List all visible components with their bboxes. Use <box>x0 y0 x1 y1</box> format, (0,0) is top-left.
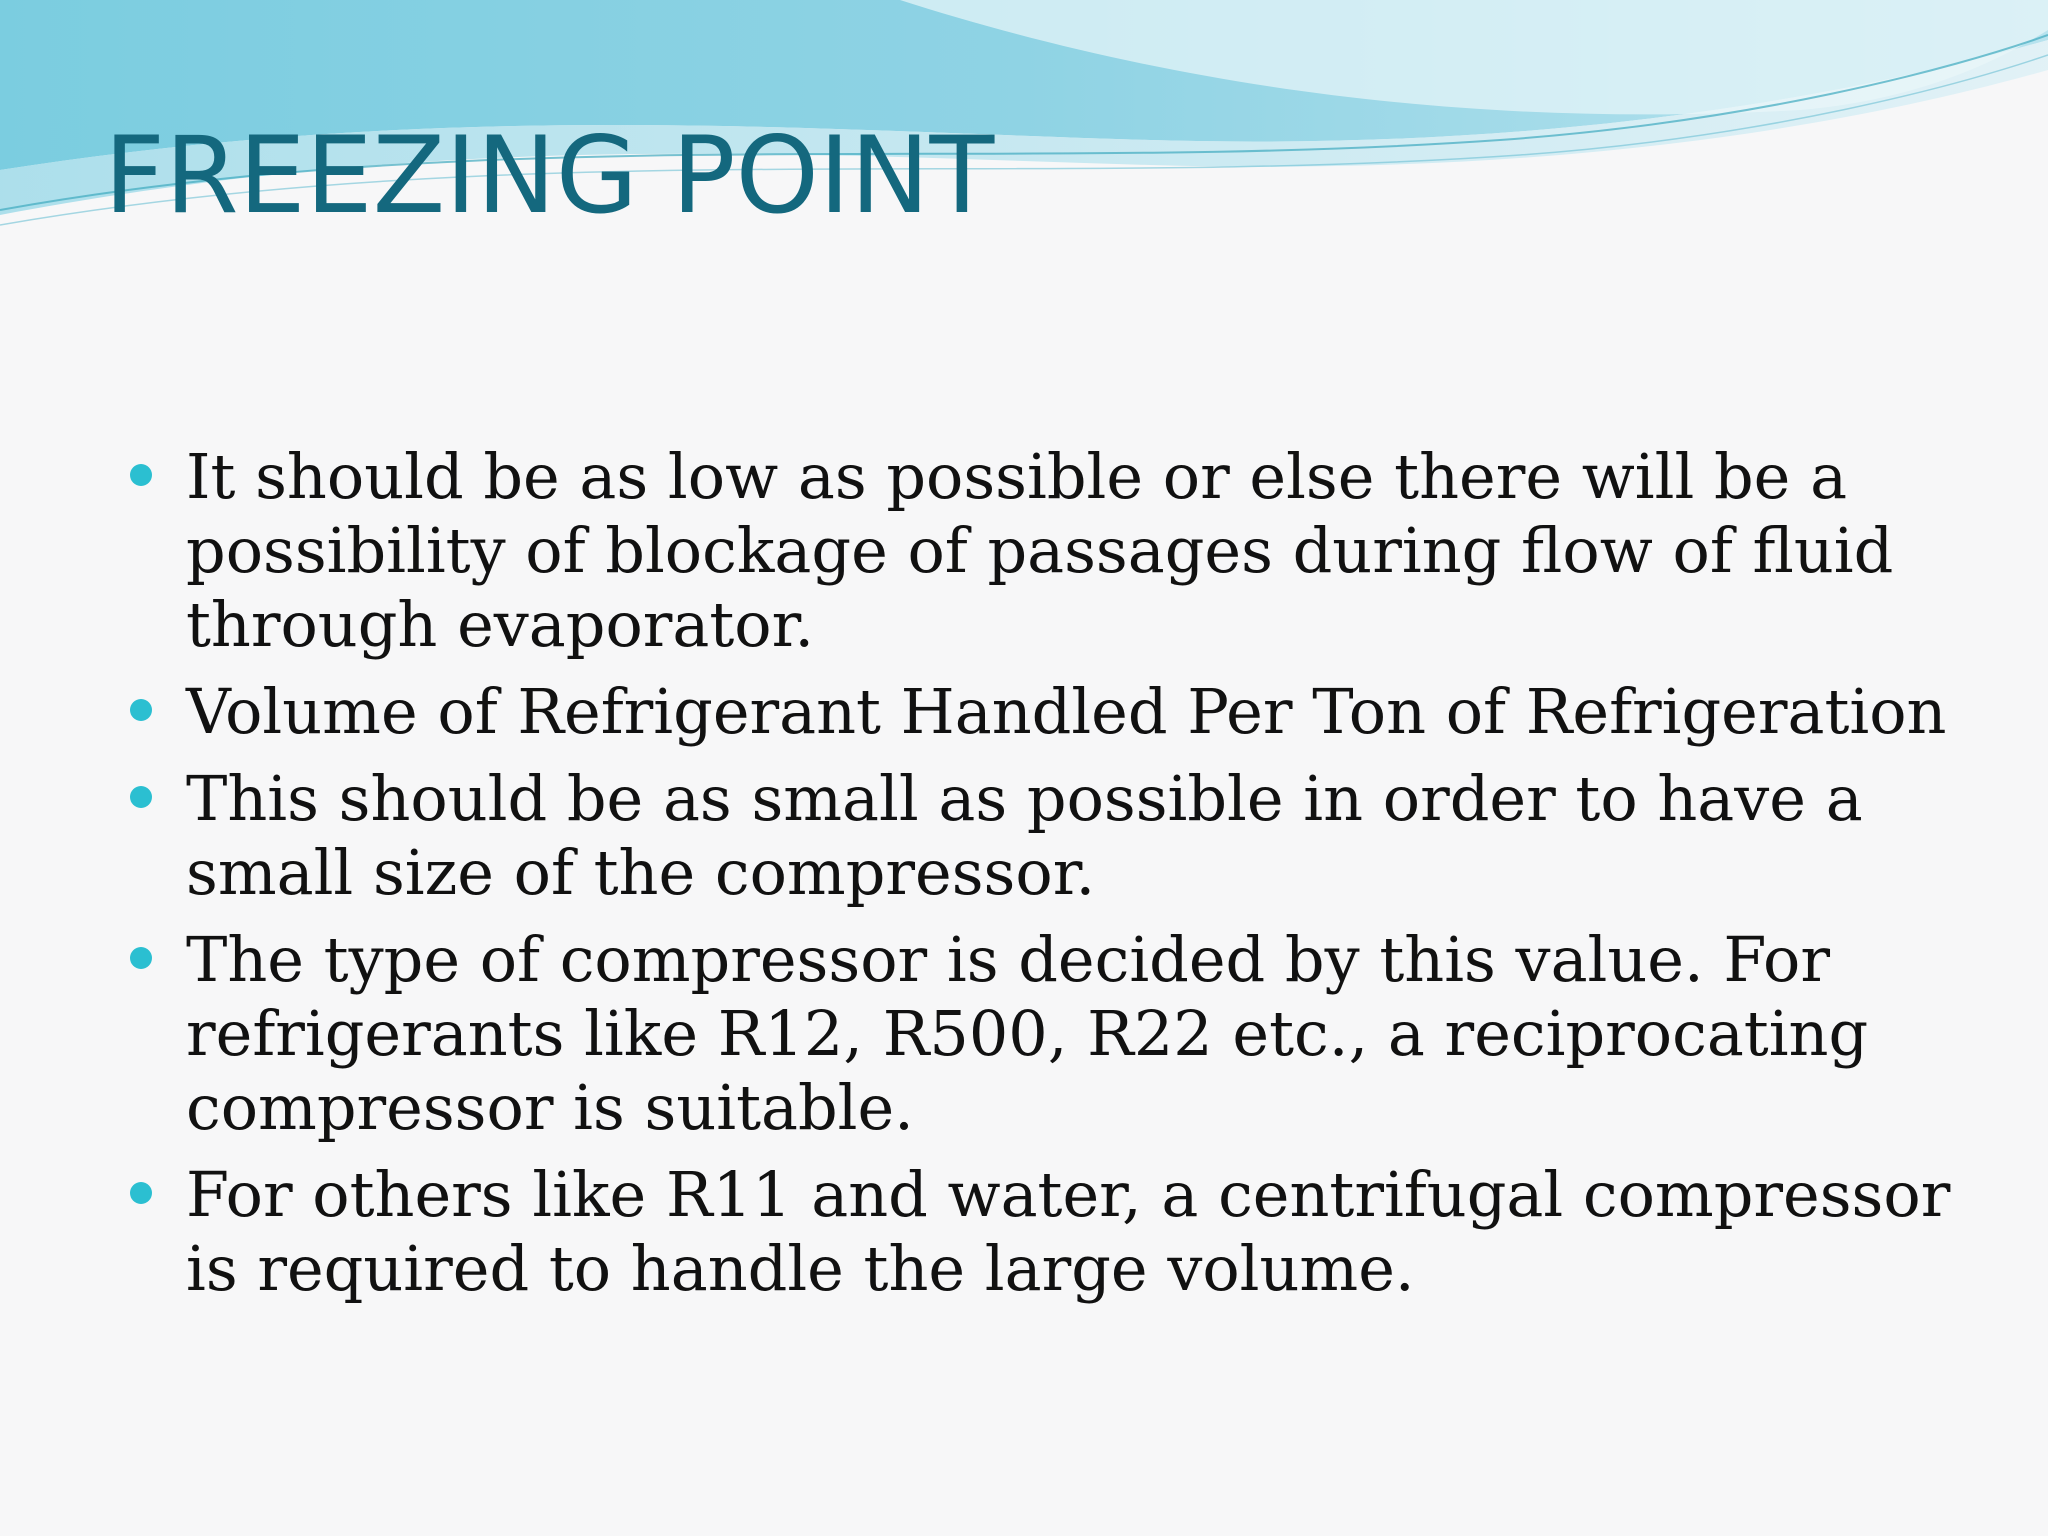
bullet-dot-icon <box>130 699 152 721</box>
bullet-item-4 <box>126 923 1956 1145</box>
bullet-dot-icon <box>130 947 152 969</box>
bullet-text: It should be as low as possible or else there will be a possibility of blockage of passages during flow of fluid through evaporator. <box>186 440 1894 661</box>
bullet-item-1 <box>126 440 1956 662</box>
bullet-list <box>126 440 1956 1319</box>
bullet-item-2 <box>126 675 1956 749</box>
bullet-text: The type of compressor is decided by this value. For refrigerants like R12, R500, R22 etc., a reciprocating compressor is suitable. <box>186 923 1869 1144</box>
bullet-dot-icon <box>130 786 152 808</box>
bullet-text: Volume of Refrigerant Handled Per Ton of Refrigeration <box>186 675 1947 748</box>
slide-title: FREEZING POINT <box>104 114 995 237</box>
bullet-dot-icon <box>130 1182 152 1204</box>
bullet-item-5 <box>126 1158 1956 1306</box>
bullet-text: For others like R11 and water, a centrifugal compressor is required to handle the large volume. <box>186 1158 1951 1305</box>
bullet-dot-icon <box>130 464 152 486</box>
bullet-text: This should be as small as possible in order to have a small size of the compressor. <box>186 762 1863 909</box>
bullet-item-3 <box>126 762 1956 910</box>
